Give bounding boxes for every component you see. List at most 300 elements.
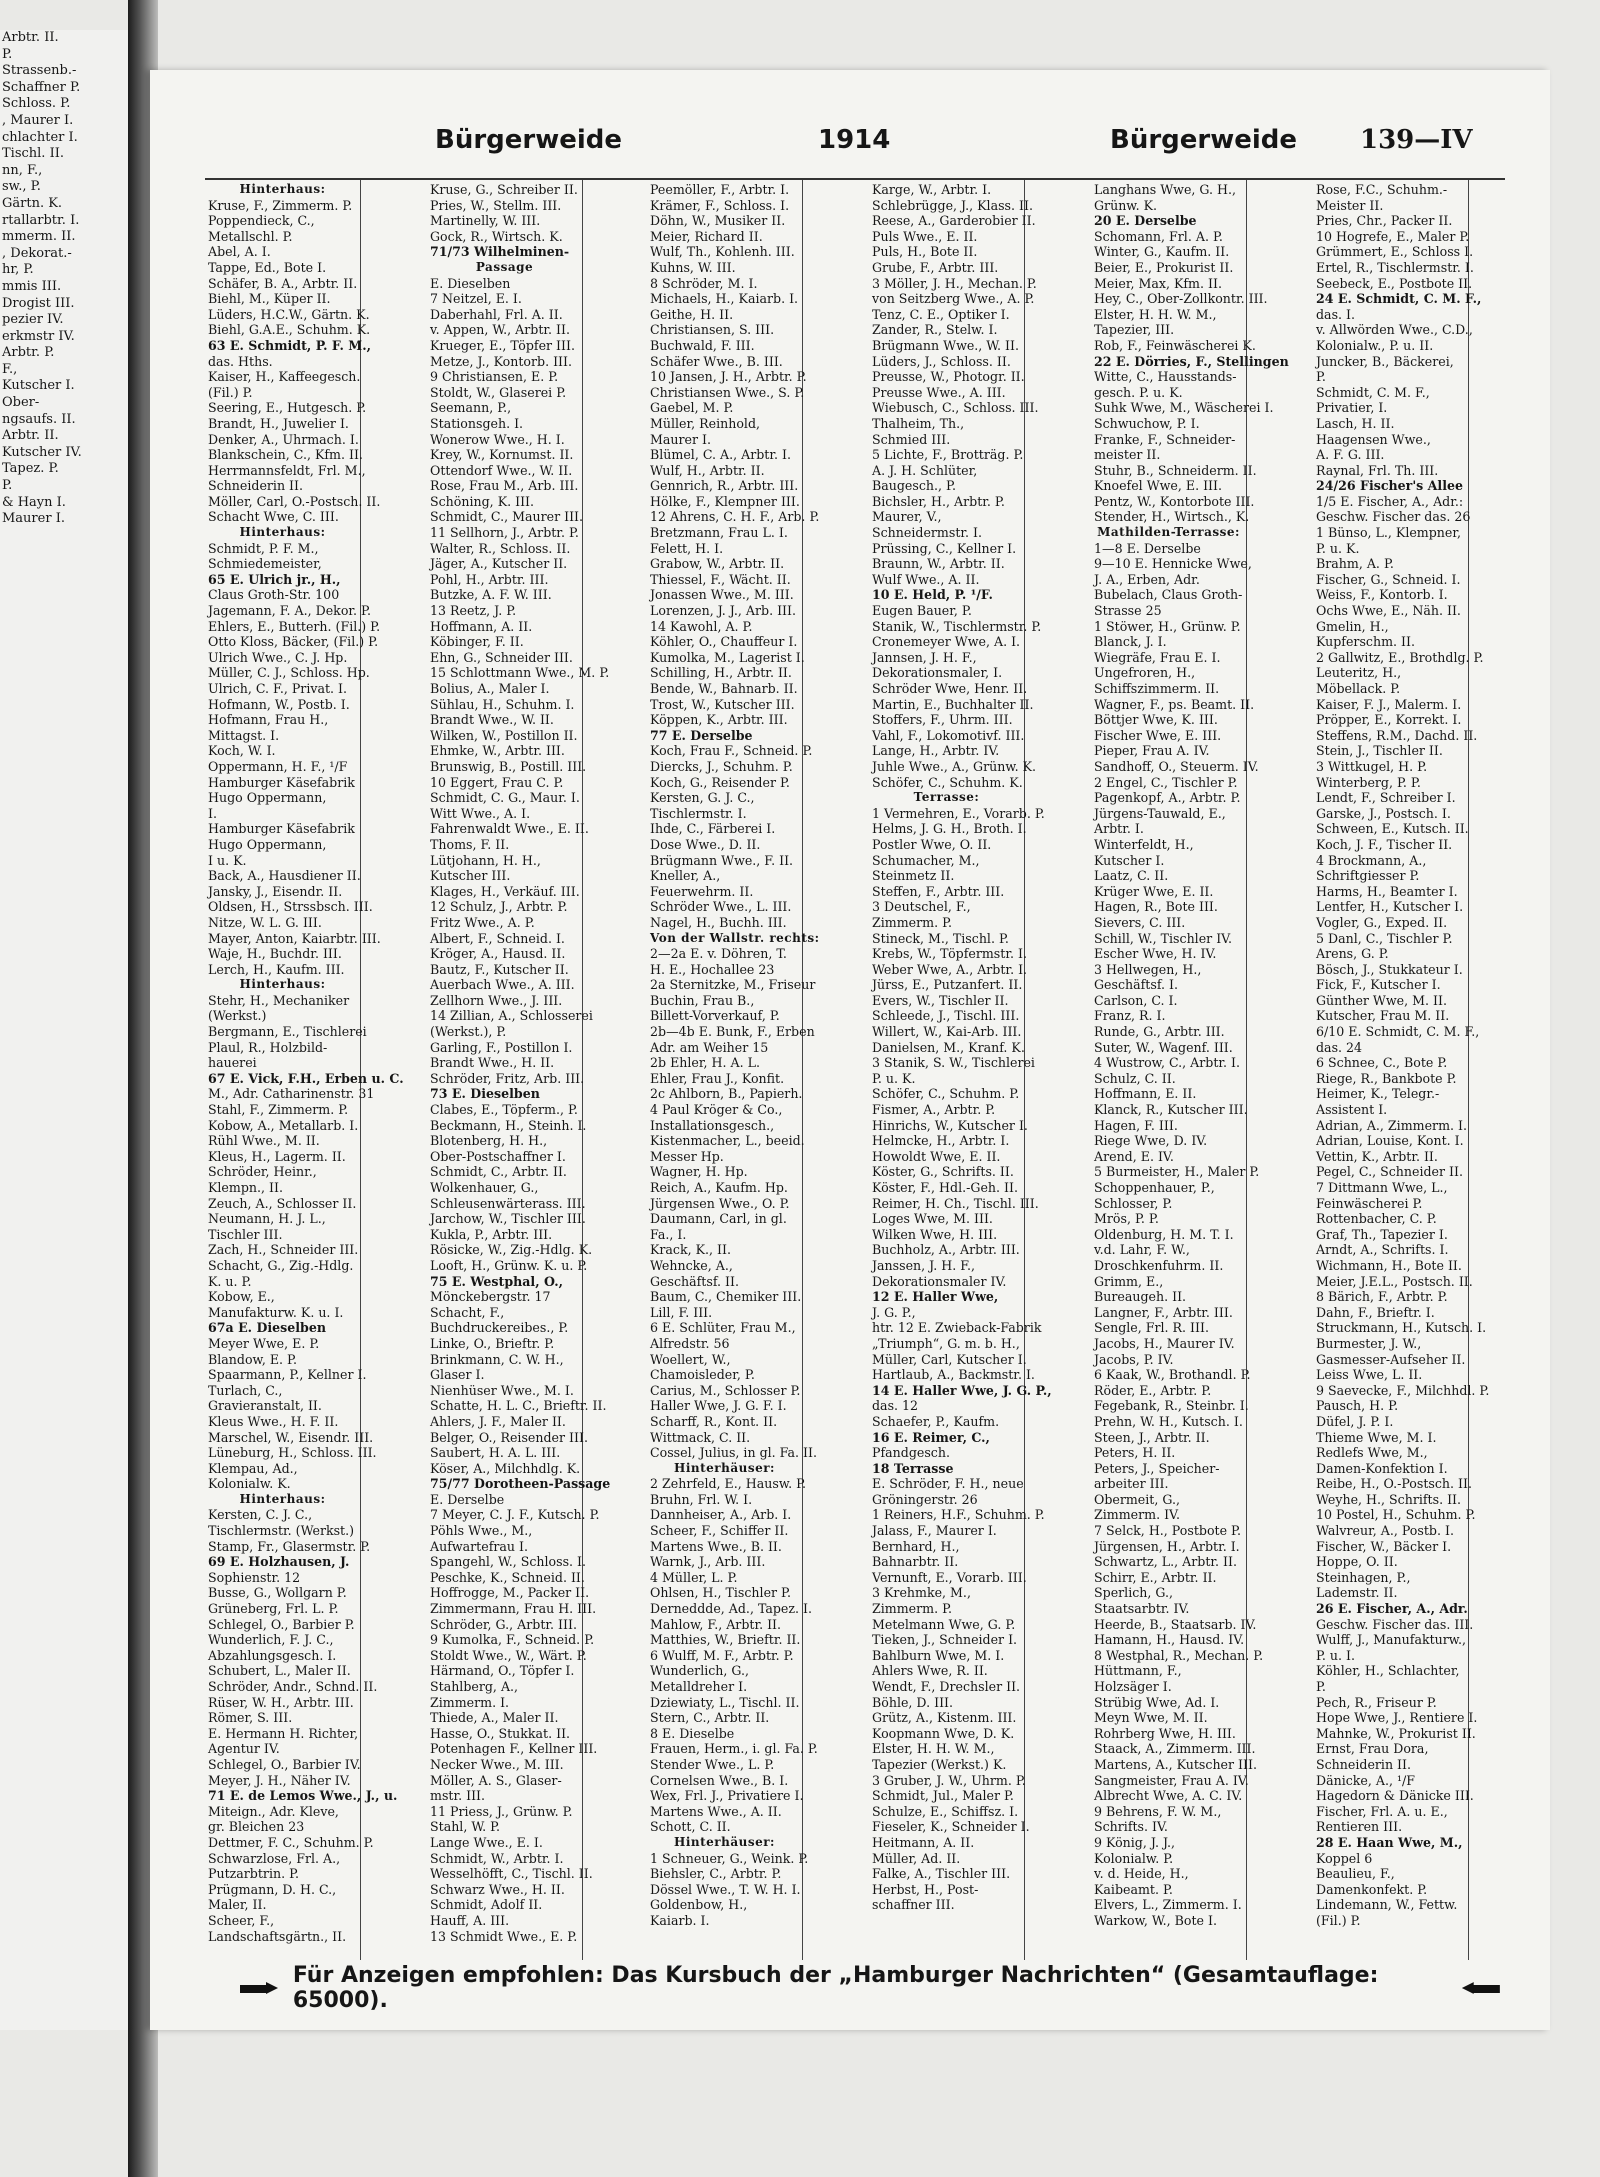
- directory-entry: Krey, W., Kornumst. II.: [430, 447, 574, 463]
- directory-entry: Installationsgesch.,: [650, 1117, 775, 1133]
- directory-entry: Fischer Wwe, E. III.: [1094, 727, 1222, 743]
- directory-entry: Meier, J.E.L., Postsch. II.: [1316, 1273, 1473, 1289]
- directory-entry: Krämer, F., Schloss. I.: [650, 197, 790, 213]
- directory-entry: Pfandgesch.: [872, 1445, 950, 1461]
- directory-entry: Kutscher, Frau M. II.: [1316, 1008, 1450, 1024]
- directory-entry: Garling, F., Postillon I.: [430, 1039, 573, 1055]
- directory-entry: K. u. P.: [208, 1273, 252, 1289]
- directory-entry: 5 Lichte, F., Brotträg. P.: [872, 447, 1024, 463]
- directory-entry: Brandt, H., Juwelier I.: [208, 415, 349, 431]
- directory-entry: Matthies, W., Brieftr. II.: [650, 1632, 801, 1648]
- directory-entry: Carius, M., Schlosser P.: [650, 1382, 801, 1398]
- directory-entry: Stahl, F., Zimmerm. P.: [208, 1102, 349, 1118]
- directory-entry: Poppendieck, C.,: [208, 213, 315, 229]
- directory-entry: 9—10 E. Hennicke Wwe,: [1094, 556, 1252, 572]
- directory-entry: Marschel, W., Eisendr. III.: [208, 1429, 374, 1445]
- directory-entry: Schneiderin II.: [1316, 1756, 1412, 1772]
- house-entry: 65 E. Ulrich jr., H.,: [208, 571, 341, 587]
- directory-entry: Cornelsen Wwe., B. I.: [650, 1772, 789, 1788]
- directory-entry: arbeiter III.: [1094, 1476, 1169, 1492]
- directory-column-2: [427, 180, 611, 1960]
- directory-entry: Jürgensen Wwe., O. P.: [650, 1195, 790, 1211]
- directory-entry: Sperlich, G.,: [1094, 1585, 1174, 1601]
- directory-entry: Landschaftsgärtn., II.: [208, 1928, 347, 1944]
- directory-entry: Bernhard, H.,: [872, 1538, 960, 1554]
- directory-entry: 6 E. Schlüter, Frau M.,: [650, 1320, 796, 1336]
- directory-entry: Tischlermstr. (Werkst.): [208, 1523, 355, 1539]
- directory-entry: Wagner, H. Hp.: [650, 1164, 748, 1180]
- directory-column-4: [869, 180, 1052, 1960]
- directory-entry: Schubert, L., Maler II.: [208, 1663, 351, 1679]
- directory-entry: Suter, W., Wagenf. III.: [1094, 1039, 1233, 1055]
- directory-entry: Goldenbow, H.,: [650, 1897, 748, 1913]
- directory-entry: Schulz, C. II.: [1094, 1070, 1176, 1086]
- directory-entry: Warkow, W., Bote I.: [1094, 1912, 1217, 1928]
- directory-entry: Mahlow, F., Arbtr. II.: [650, 1616, 782, 1632]
- directory-entry: Stender, H., Wirtsch., K.: [1094, 509, 1250, 525]
- directory-entry: Michaels, H., Kaiarb. I.: [650, 291, 799, 307]
- directory-entry: Staack, A., Zimmerm. III.: [1094, 1741, 1256, 1757]
- left-page-line: mmis III.: [2, 278, 62, 294]
- directory-entry: Biehl, M., Küper II.: [208, 291, 331, 307]
- directory-entry: A. J. H. Schlüter,: [872, 462, 978, 478]
- directory-entry: Krebs, W., Töpfermstr. I.: [872, 946, 1027, 962]
- directory-entry: Fegebank, R., Steinbr. I.: [1094, 1398, 1249, 1414]
- directory-entry: Adr. am Weiher 15: [650, 1039, 769, 1055]
- directory-entry: Hauff, A. III.: [430, 1912, 510, 1928]
- directory-entry: Derneddde, Ad., Tapez. I.: [650, 1601, 813, 1617]
- directory-entry: Billett-Vorverkauf, P.: [650, 1008, 780, 1024]
- directory-entry: Rühl Wwe., M. II.: [208, 1133, 320, 1149]
- directory-entry: Schmidt, Adolf II.: [430, 1897, 543, 1913]
- directory-entry: Blankschein, C., Kfm. II.: [208, 447, 363, 463]
- directory-entry: Otto Kloss, Bäcker, (Fil.) P.: [208, 634, 379, 650]
- directory-entry: Meyer, J. H., Näher IV.: [208, 1772, 351, 1788]
- directory-entry: Steffen, F., Arbtr. III.: [872, 883, 1005, 899]
- directory-entry: 1 Bünso, L., Klempner,: [1316, 525, 1462, 541]
- directory-entry: Röder, E., Arbtr. P.: [1094, 1382, 1212, 1398]
- directory-entry: Wittmack, C. II.: [650, 1429, 751, 1445]
- directory-entry: Peters, H. II.: [1094, 1445, 1176, 1461]
- directory-entry: H. E., Hochallee 23: [650, 961, 775, 977]
- directory-entry: Grabow, W., Arbtr. II.: [650, 556, 785, 572]
- directory-entry: Mahnke, W., Prokurist II.: [1316, 1725, 1476, 1741]
- directory-entry: 4 Paul Kröger & Co.,: [650, 1102, 783, 1118]
- directory-entry: Schwarz Wwe., H. II.: [430, 1881, 565, 1897]
- directory-entry: Mönckebergstr. 17: [430, 1289, 551, 1305]
- directory-entry: Walvreur, A., Postb. I.: [1316, 1523, 1454, 1539]
- left-page-line: Schloss. P.: [2, 96, 71, 112]
- house-entry: 73 E. Dieselben: [430, 1086, 540, 1102]
- directory-entry: Lorenzen, J. J., Arb. III.: [650, 603, 797, 619]
- left-page-line: Strassenb.-: [2, 63, 77, 79]
- directory-entry: Wulff, J., Manufakturw.,: [1316, 1632, 1467, 1648]
- directory-entry: P. u. K.: [872, 1070, 916, 1086]
- left-page-line: rtallarbtr. I.: [2, 212, 80, 228]
- left-page-line: & Hayn I.: [2, 494, 66, 510]
- directory-entry: Klempn., II.: [208, 1180, 283, 1195]
- directory-entry: Gennrich, R., Arbtr. III.: [650, 478, 799, 494]
- directory-entry: Kolonialw., P. u. II.: [1316, 337, 1434, 353]
- directory-entry: Schacht, G., Zig.-Hdlg.: [208, 1257, 354, 1273]
- directory-entry: Nienhüser Wwe., M. I.: [430, 1382, 574, 1398]
- directory-entry: Martens Wwe., B. II.: [650, 1538, 782, 1554]
- directory-entry: Struckmann, H., Kutsch. I.: [1316, 1320, 1487, 1336]
- directory-entry: 8 Westphal, R., Mechan. P.: [1094, 1647, 1264, 1663]
- house-entry: 10 E. Held, P. ¹/F.: [872, 587, 993, 603]
- directory-entry: Zimmerm. P.: [872, 914, 953, 930]
- directory-entry: Loges Wwe, M. III.: [872, 1211, 993, 1227]
- directory-entry: Schulze, E., Schiffsz. I.: [872, 1803, 1019, 1819]
- directory-entry: Agentur IV.: [208, 1741, 280, 1757]
- directory-entry: Jäger, A., Kutscher II.: [430, 556, 568, 572]
- directory-entry: Koch, G., Reisender P.: [650, 774, 790, 790]
- left-page-fragment: [0, 30, 140, 2030]
- directory-entry: Clabes, E., Töpferm., P.: [430, 1102, 578, 1118]
- directory-entry: Pries, Chr., Packer II.: [1316, 213, 1453, 229]
- section-heading: Hinterhaus:: [239, 525, 326, 540]
- directory-entry: Sophienstr. 12: [208, 1569, 301, 1585]
- directory-entry: Burmester, J. W.,: [1316, 1335, 1422, 1351]
- directory-entry: Spaarmann, P., Kellner I.: [208, 1367, 367, 1383]
- directory-entry: Tapezier, III.: [1094, 322, 1175, 338]
- directory-entry: Hölke, F., Klempner III.: [650, 493, 800, 509]
- directory-entry: Schmidt, Jul., Maler P.: [872, 1788, 1014, 1804]
- directory-entry: E. Schröder, F. H., neue: [872, 1476, 1024, 1492]
- directory-entry: Metze, J., Kontorb. III.: [430, 353, 573, 369]
- directory-entry: Willert, W., Kai-Arb. III.: [872, 1024, 1022, 1040]
- directory-entry: Hugo Oppermann,: [208, 836, 327, 852]
- directory-entry: Putzarbtrin. P.: [208, 1866, 300, 1882]
- directory-entry: Vahl, F., Lokomotivf. III.: [872, 727, 1025, 743]
- directory-entry: Schacht Wwe, C. III.: [208, 509, 339, 525]
- directory-entry: Grünw. K.: [1094, 197, 1158, 213]
- directory-entry: gr. Bleichen 23: [208, 1819, 305, 1835]
- directory-entry: Miteign., Adr. Kleve,: [208, 1803, 339, 1819]
- directory-entry: Köhler, H., Schlachter,: [1316, 1663, 1460, 1679]
- directory-entry: 9 Saevecke, F., Milchhdl. P.: [1316, 1382, 1490, 1398]
- directory-entry: Schröder, G., Arbtr. III.: [430, 1616, 577, 1632]
- directory-entry: Beckmann, H., Steinh. I.: [430, 1117, 587, 1133]
- directory-entry: Maurer I.: [650, 431, 711, 447]
- directory-entry: Ernst, Frau Dora,: [1316, 1741, 1429, 1757]
- directory-entry: 2 Gallwitz, E., Brothdlg. P.: [1316, 649, 1484, 665]
- directory-entry: Heimer, K., Telegr.-: [1316, 1086, 1440, 1102]
- directory-entry: Grüneberg, Frl. L. P.: [208, 1601, 339, 1617]
- directory-column-6: [1313, 180, 1490, 1960]
- directory-entry: Hasse, O., Stukkat. II.: [430, 1725, 571, 1741]
- directory-entry: Martens Wwe., A. II.: [650, 1803, 782, 1819]
- directory-entry: Metalldreher I.: [650, 1679, 748, 1694]
- directory-entry: Biehsler, C., Arbtr. P.: [650, 1866, 782, 1882]
- house-entry: 71 E. de Lemos Wwe., J., u.: [208, 1788, 398, 1804]
- directory-entry: Steen, J., Arbtr. II.: [1094, 1429, 1210, 1445]
- directory-entry: (Fil.) P.: [208, 384, 253, 400]
- directory-entry: Kutscher III.: [430, 868, 511, 884]
- page-header: [150, 125, 1550, 165]
- directory-entry: Franz, R. I.: [1094, 1008, 1166, 1024]
- directory-entry: Vettin, K., Arbtr. II.: [1316, 1148, 1438, 1164]
- directory-entry: Bureaugeh. II.: [1094, 1289, 1187, 1305]
- directory-entry: Brandt Wwe., W. II.: [430, 712, 554, 728]
- directory-entry: 7 Neitzel, E. I.: [430, 291, 522, 307]
- directory-entry: Pech, R., Friseur P.: [1316, 1694, 1437, 1710]
- directory-entry: Fischer, Frl. A. u. E.,: [1316, 1803, 1448, 1819]
- directory-entry: Schlebrügge, J., Klass. II.: [872, 197, 1033, 213]
- directory-entry: Möller, Carl, O.-Postsch. II.: [208, 493, 381, 509]
- directory-entry: Kruse, F., Zimmerm. P.: [208, 197, 353, 213]
- directory-entry: Dekorationsmaler IV.: [872, 1273, 1007, 1289]
- directory-entry: Howoldt Wwe, E. II.: [872, 1148, 1001, 1164]
- directory-entry: Puls Wwe., E. II.: [872, 228, 978, 244]
- directory-entry: Walter, R., Schloss. II.: [430, 540, 571, 556]
- left-page-line: Tapez. P.: [2, 461, 59, 477]
- directory-entry: Kukla, P., Arbtr. III.: [430, 1226, 553, 1242]
- directory-entry: Buchwald, F. III.: [650, 337, 755, 353]
- directory-entry: Haagensen Wwe.,: [1316, 431, 1431, 447]
- directory-entry: Möbellack. P.: [1316, 681, 1401, 696]
- directory-entry: Langhans Wwe, G. H.,: [1094, 182, 1237, 197]
- directory-entry: Prüssing, C., Kellner I.: [872, 540, 1017, 556]
- directory-entry: Wiegräfe, Frau E. I.: [1094, 649, 1221, 665]
- directory-entry: Adrian, Louise, Kont. I.: [1316, 1133, 1464, 1149]
- directory-entry: Tischler III.: [208, 1226, 283, 1242]
- directory-entry: Daumann, Carl, in gl.: [650, 1211, 787, 1227]
- directory-entry: Schmied III.: [872, 431, 951, 447]
- house-entry: 26 E. Fischer, A., Adr.: [1316, 1601, 1468, 1617]
- left-page-line: Tischl. II.: [2, 146, 64, 162]
- section-heading: Von der Wallstr. rechts:: [650, 930, 820, 945]
- directory-entry: Danielsen, M., Kranf. K.: [872, 1039, 1025, 1055]
- directory-entry: Möller, A. S., Glaser-: [430, 1772, 562, 1788]
- directory-entry: Schween, E., Kutsch. II.: [1316, 821, 1469, 837]
- directory-entry: Weber Wwe, A., Arbtr. I.: [872, 961, 1028, 977]
- directory-entry: Geschäftsf. I.: [1094, 977, 1179, 993]
- left-page-line: pezier IV.: [2, 312, 64, 328]
- house-entry: 24/26 Fischer's Allee: [1316, 478, 1464, 494]
- directory-entry: Reibe, H., O.-Postsch. II.: [1316, 1476, 1472, 1492]
- directory-entry: Wunderlich, G.,: [650, 1663, 750, 1679]
- directory-entry: Römer, S. III.: [208, 1710, 293, 1726]
- directory-entry: Fa., I.: [650, 1226, 687, 1242]
- directory-entry: Lange Wwe., E. I.: [430, 1834, 543, 1850]
- directory-entry: Rottenbacher, C. P.: [1316, 1211, 1437, 1227]
- house-entry: 20 E. Derselbe: [1094, 213, 1197, 229]
- directory-entry: Martens, A., Kutscher III.: [1094, 1756, 1257, 1772]
- directory-entry: Krüger Wwe, E. II.: [1094, 883, 1214, 899]
- directory-entry: 7 Dittmann Wwe, L.,: [1316, 1180, 1448, 1195]
- directory-entry: Hofmann, Frau H.,: [208, 712, 329, 728]
- directory-entry: Karge, W., Arbtr. I.: [872, 182, 992, 197]
- directory-entry: Prehn, W. H., Kutsch. I.: [1094, 1413, 1243, 1429]
- directory-entry: v. d. Heide, H.,: [1094, 1866, 1189, 1882]
- left-page-line: chlachter I.: [2, 129, 78, 145]
- directory-entry: 1 Stöwer, H., Grünw. P.: [1094, 618, 1241, 634]
- directory-entry: Heitmann, A. II.: [872, 1834, 975, 1850]
- directory-entry: Jürgens-Tauwald, E.,: [1094, 805, 1226, 821]
- directory-entry: Lerch, H., Kaufm. III.: [208, 961, 345, 977]
- directory-entry: Dekorationsmaler, I.: [872, 665, 1003, 681]
- directory-entry: 1 Reiners, H.F., Schuhm. P.: [872, 1507, 1045, 1523]
- section-heading: Hinterhaus:: [239, 182, 326, 196]
- directory-entry: Grimm, E.,: [1094, 1273, 1164, 1289]
- directory-entry: Pöhls Wwe., M.,: [430, 1523, 533, 1539]
- directory-entry: Wagner, F., ps. Beamt. II.: [1094, 696, 1255, 712]
- directory-entry: Graf, Th., Tapezier I.: [1316, 1226, 1448, 1242]
- directory-entry: Schneidermstr. I.: [872, 525, 983, 541]
- left-page-line: ngsaufs. II.: [2, 411, 76, 427]
- directory-entry: Wulf Wwe., A. II.: [872, 571, 980, 587]
- house-entry: 71/73 Wilhelminen-: [430, 244, 570, 260]
- left-page-line: Gärtn. K.: [2, 195, 63, 211]
- left-page-line: P.: [2, 46, 13, 62]
- directory-entry: Kleus, H., Lagerm. II.: [208, 1148, 346, 1164]
- directory-entry: Jonassen Wwe., M. III.: [650, 587, 794, 603]
- directory-entry: Koch, Frau F., Schneid. P.: [650, 743, 813, 759]
- directory-entry: Reimer, H. Ch., Tischl. III.: [872, 1195, 1039, 1211]
- directory-entry: 3 Deutschel, F.,: [872, 899, 971, 915]
- directory-entry: Wehncke, A.,: [650, 1257, 733, 1273]
- directory-entry: Schröder, Heinr.,: [208, 1164, 317, 1180]
- directory-entry: Stender Wwe., L. P.: [650, 1756, 775, 1772]
- directory-entry: Peschke, K., Schneid. II.: [430, 1569, 585, 1585]
- house-entry: 67 E. Vick, F.H., Erben u. C.: [208, 1070, 404, 1086]
- directory-entry: Falke, A., Tischler III.: [872, 1866, 1011, 1882]
- directory-entry: Dänicke, A., ¹/F: [1316, 1772, 1416, 1788]
- left-page-line: Schaffner P.: [2, 79, 81, 95]
- directory-entry: Riege Wwe, D. IV.: [1094, 1133, 1208, 1149]
- directory-entry: Vernunft, E., Vorarb. III.: [872, 1569, 1027, 1585]
- directory-entry: Kolonialw. K.: [208, 1476, 291, 1492]
- directory-entry: Schomann, Frl. A. P.: [1094, 228, 1223, 244]
- directory-entry: 2 Engel, C., Tischler P.: [1094, 774, 1238, 790]
- directory-entry: Harms, H., Beamter I.: [1316, 883, 1458, 899]
- directory-entry: Fismer, A., Arbtr. P.: [872, 1102, 996, 1118]
- house-entry: 24 E. Schmidt, C. M. F.,: [1316, 291, 1482, 307]
- directory-entry: Pries, W., Stellm. III.: [430, 197, 562, 213]
- directory-entry: 1 Schneuer, G., Weink. P.: [650, 1850, 809, 1866]
- directory-entry: Rentieren III.: [1316, 1819, 1403, 1835]
- directory-entry: Droschkenfuhrm. II.: [1094, 1257, 1224, 1273]
- directory-entry: Nitze, W. L. G. III.: [208, 914, 322, 930]
- directory-entry: Hope Wwe, J., Rentiere I.: [1316, 1710, 1478, 1726]
- directory-entry: Kersten, C. J. C.,: [208, 1507, 313, 1523]
- directory-entry: Bahlburn Wwe, M. I.: [872, 1647, 1005, 1663]
- directory-entry: Bösch, J., Stukkateur I.: [1316, 961, 1463, 977]
- directory-entry: 5 Burmeister, H., Maler P.: [1094, 1164, 1260, 1180]
- directory-entry: Jannsen, J. H. F.,: [872, 649, 977, 665]
- directory-entry: Thiede, A., Maler II.: [430, 1710, 559, 1726]
- directory-entry: 12 Ahrens, C. H. F., Arb. P.: [650, 509, 820, 525]
- directory-entry: Jacobs, P. IV.: [1094, 1351, 1174, 1367]
- directory-entry: Albert, F., Schneid. I.: [430, 930, 565, 946]
- house-entry: 69 E. Holzhausen, J.: [208, 1554, 350, 1570]
- directory-entry: Zeuch, A., Schlosser II.: [208, 1195, 357, 1211]
- directory-entry: 3 Wittkugel, H. P.: [1316, 758, 1428, 774]
- directory-entry: 9 Behrens, F. W. M.,: [1094, 1803, 1222, 1819]
- left-page-line: , Dekorat.-: [2, 245, 72, 261]
- directory-entry: 4 Brockmann, A.,: [1316, 852, 1427, 868]
- directory-entry: Mrös, P. P.: [1094, 1211, 1159, 1227]
- directory-entry: Schmidt, P. F. M.,: [208, 540, 319, 556]
- directory-entry: Beier, E., Prokurist II.: [1094, 259, 1234, 275]
- directory-entry: Weyhe, H., Schrifts. II.: [1316, 1491, 1462, 1507]
- directory-entry: Schäfer Wwe., B. III.: [650, 353, 783, 369]
- directory-entry: Ehlers, E., Butterh. (Fil.) P.: [208, 618, 381, 634]
- directory-entry: Martinelly, W. III.: [430, 213, 541, 229]
- directory-entry: Hagen, R., Bote III.: [1094, 899, 1218, 915]
- directory-entry: Peters, J., Speicher-: [1094, 1460, 1220, 1476]
- directory-entry: Schröder, Andr., Schnd. II.: [208, 1679, 378, 1694]
- directory-entry: Bruhn, Frl. W. I.: [650, 1491, 753, 1507]
- directory-entry: 8 Bärich, F., Arbtr. P.: [1316, 1289, 1448, 1305]
- directory-entry: 4 Wustrow, C., Arbtr. I.: [1094, 1055, 1241, 1071]
- directory-entry: Wilken Wwe, H. III.: [872, 1226, 998, 1242]
- directory-entry: A. F. G. III.: [1316, 447, 1385, 463]
- directory-entry: Pohl, H., Arbtr. III.: [430, 571, 549, 587]
- section-heading: Mathilden-Terrasse:: [1097, 525, 1240, 540]
- directory-entry: Hamann, H., Hausd. IV.: [1094, 1632, 1245, 1648]
- directory-entry: Zimmermann, Frau H. III.: [430, 1601, 597, 1617]
- directory-entry: Kröger, A., Hausd. II.: [430, 946, 566, 962]
- directory-entry: Franke, F., Schneider-: [1094, 431, 1236, 447]
- directory-entry: Christiansen, S. III.: [650, 322, 775, 338]
- directory-entry: Schmidt, C., Maurer III.: [430, 509, 584, 525]
- directory-entry: Daberhahl, Frl. A. II.: [430, 306, 563, 322]
- directory-entry: Bautz, F., Kutscher II.: [430, 961, 569, 977]
- directory-entry: Elster, H. H. W. M.,: [872, 1741, 995, 1757]
- directory-entry: Carlson, C. I.: [1094, 992, 1178, 1008]
- directory-entry: 2c Ahlborn, B., Papierh.: [650, 1086, 803, 1102]
- directory-entry: Kaiarb. I.: [650, 1912, 710, 1928]
- directory-entry: Runde, G., Arbtr. III.: [1094, 1024, 1225, 1040]
- directory-entry: Abel, A. I.: [208, 244, 271, 260]
- directory-entry: Steffens, R.M., Dachd. II.: [1316, 727, 1478, 743]
- directory-entry: Mittagst. I.: [208, 727, 280, 743]
- directory-entry: 6/10 E. Schmidt, C. M. F.,: [1316, 1024, 1480, 1040]
- directory-entry: Gaebel, M. P.: [650, 400, 734, 416]
- directory-entry: Brahm, A. P.: [1316, 556, 1394, 572]
- directory-entry: Bergmann, E., Tischlerei: [208, 1024, 367, 1040]
- directory-entry: Langner, F., Arbtr. III.: [1094, 1304, 1233, 1320]
- directory-entry: Turlach, C.,: [208, 1382, 283, 1398]
- directory-entry: Lasch, H. II.: [1316, 415, 1395, 431]
- directory-entry: Fischer, W., Bäcker I.: [1316, 1538, 1452, 1554]
- street-name-right: Bürgerweide: [1110, 125, 1298, 155]
- directory-entry: Ehn, G., Schneider III.: [430, 649, 573, 665]
- directory-entry: Riege, R., Bankbote P.: [1316, 1070, 1457, 1086]
- directory-entry: Pröpper, E., Korrekt. I.: [1316, 712, 1462, 728]
- directory-entry: P. u. I.: [1316, 1647, 1356, 1663]
- left-page-line: Drogist III.: [2, 295, 75, 311]
- directory-entry: 4 Müller, L. P.: [650, 1569, 738, 1585]
- directory-entry: Brunswig, B., Postill. III.: [430, 758, 587, 774]
- directory-entry: Prügmann, D. H. C.,: [208, 1881, 337, 1897]
- directory-entry: Dziewiaty, L., Tischl. II.: [650, 1694, 800, 1710]
- directory-entry: Günther Wwe, M. II.: [1316, 992, 1447, 1008]
- directory-entry: M., Adr. Catharinenstr. 31: [208, 1086, 375, 1102]
- directory-entry: Trost, W., Kutscher III.: [650, 696, 795, 712]
- directory-entry: Gock, R., Wirtsch. K.: [430, 228, 563, 244]
- directory-entry: 3 Krehmke, M.,: [872, 1585, 971, 1601]
- directory-entry: Wolkenhauer, G.,: [430, 1180, 539, 1195]
- directory-entry: Dose Wwe., D. II.: [650, 836, 761, 852]
- directory-entry: Cronemeyer Wwe, A. I.: [872, 634, 1021, 650]
- directory-entry: Winterfeldt, H.,: [1094, 836, 1194, 852]
- directory-entry: Geithe, H. II.: [650, 306, 734, 322]
- directory-entry: Heerde, B., Staatsarb. IV.: [1094, 1616, 1257, 1632]
- directory-entry: Lademstr. II.: [1316, 1585, 1398, 1601]
